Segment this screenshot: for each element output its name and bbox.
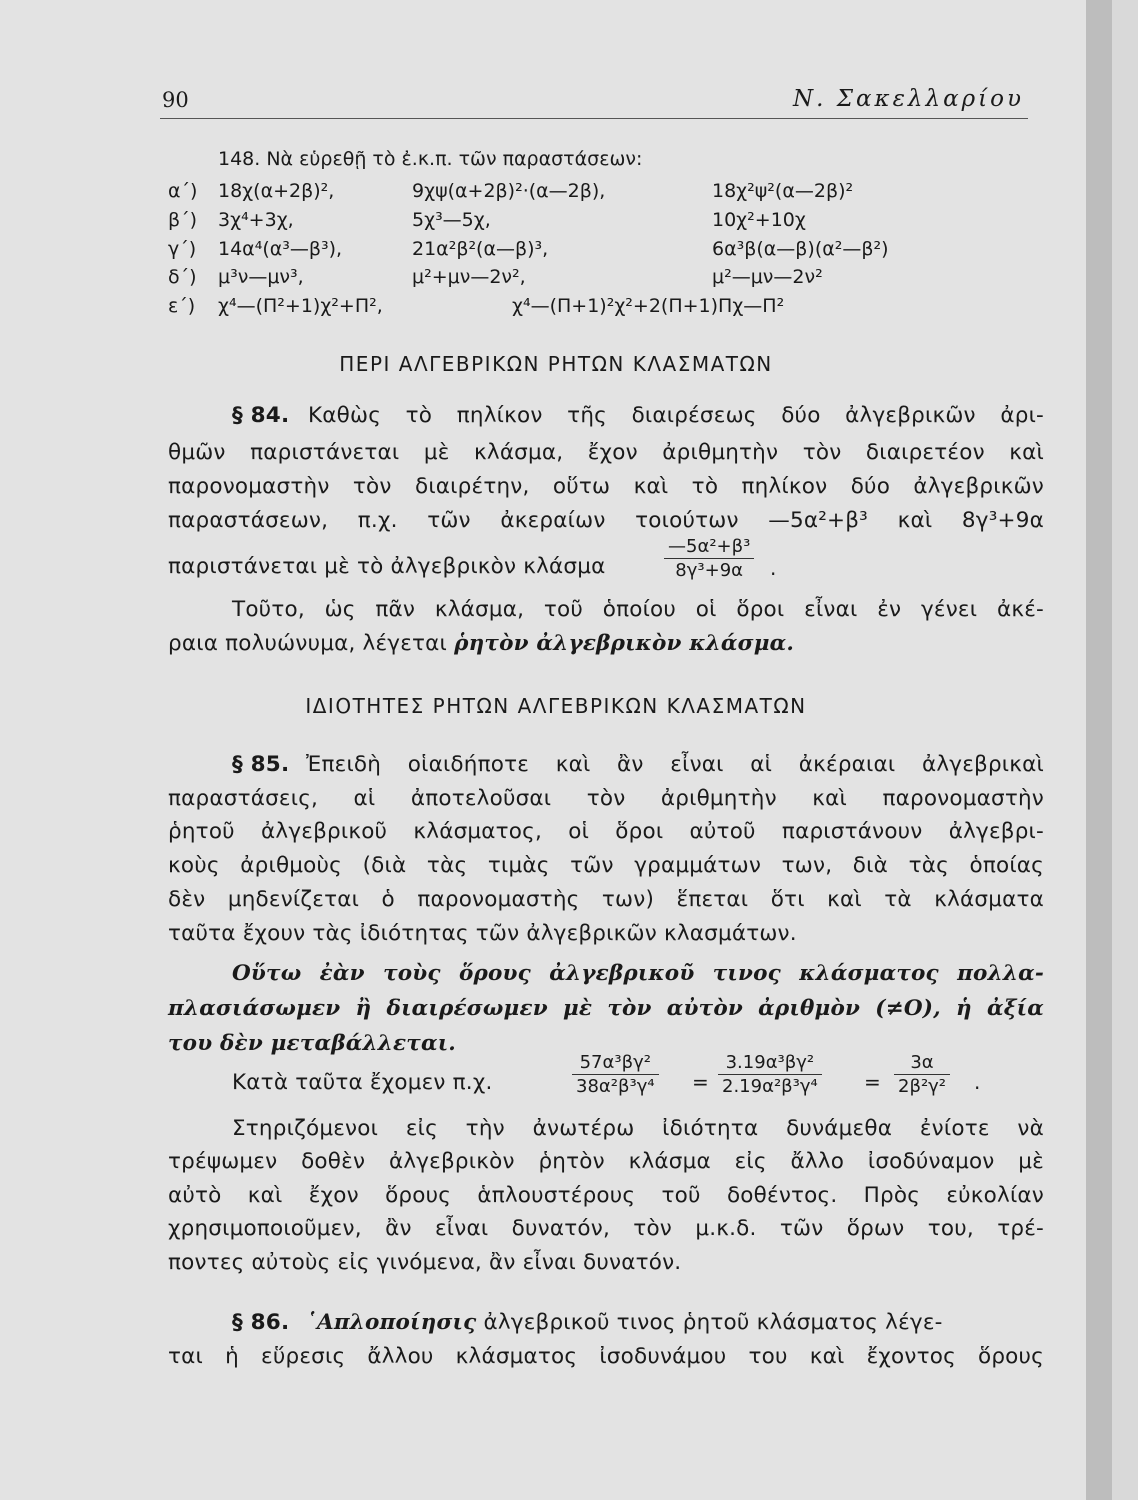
equals-sign-1: = bbox=[692, 1070, 709, 1094]
example-label: Κατὰ ταῦτα ἔχομεν π.χ. bbox=[232, 1070, 493, 1095]
exercise-label-e: ε΄) bbox=[168, 295, 196, 317]
example-fraction-3 bbox=[894, 1052, 950, 1097]
exercise-d-3: μ²—μν—2ν² bbox=[712, 266, 823, 288]
exercise-label-c: γ΄) bbox=[168, 238, 197, 260]
paragraph-number-84-text: § 84. bbox=[232, 403, 290, 428]
p85-line-4: κοὺς ἀριθμοὺς (διὰ τὰς τιμὰς τῶν γραμμάτων των, διὰ τὰς ὁποίας bbox=[168, 853, 1044, 878]
p86-line-2: ται ἡ εὕρεσις ἄλλου κλάσματος ἰσοδυνάμου του καὶ ἔχοντος ὅρους bbox=[168, 1344, 1044, 1369]
exercise-label-d: δ΄) bbox=[168, 266, 197, 288]
fraction-example-84 bbox=[664, 536, 754, 581]
running-header bbox=[160, 86, 1028, 119]
exercise-a-2: 9χψ(α+2β)²·(α—2β), bbox=[412, 180, 606, 202]
exercise-b-1: 3χ⁴+3χ, bbox=[218, 209, 294, 231]
p85b-line-3: αὐτὸ καὶ ἔχον ὅρους ἁπλουστέρους τοῦ δοθέντος. Πρὸς εὐκολίαν bbox=[168, 1183, 1044, 1208]
exercise-label-a: α΄) bbox=[168, 180, 198, 202]
example-fraction-1 bbox=[572, 1052, 659, 1097]
running-author: Ν. Σακελλαρίου bbox=[792, 86, 1024, 112]
p85b-line-2: τρέψωμεν δοθὲν ἀλγεβρικὸν ῥητὸν κλάσμα εἰς ἄλλο ἰσοδύναμον μὲ bbox=[168, 1149, 1044, 1174]
p84-line-6: Τοῦτο, ὡς πᾶν κλάσμα, τοῦ ὁποίου οἱ ὅροι εἶναι ἐν γένει ἀκέ- bbox=[232, 597, 1044, 622]
term-rational-fraction: ῥητὸν ἀλγεβρικὸν κλάσμα. bbox=[454, 631, 795, 656]
exercise-b-2: 5χ³—5χ, bbox=[412, 209, 491, 231]
p85-line-1: Ἐπειδὴ οἱαιδήποτε καὶ ἂν εἶναι αἱ ἀκέραιαι ἀλγεβρικαὶ bbox=[306, 752, 1044, 777]
example-fraction-3-num: 3α bbox=[894, 1052, 950, 1075]
exercise-e-1: χ⁴—(Π²+1)χ²+Π², bbox=[218, 295, 383, 317]
exercise-c-1: 14α⁴(α³—β³), bbox=[218, 238, 343, 260]
paragraph-number-85-text: § 85. bbox=[232, 752, 290, 777]
p85-line-3: ῥητοῦ ἀλγεβρικοῦ κλάσματος, οἱ ὅροι αὐτοῦ παριστάνουν ἀλγεβρι- bbox=[168, 819, 1044, 844]
p84-line-3: παρονομαστὴν τὸν διαιρέτην, οὕτω καὶ τὸ πηλίκον δύο ἀλγεβρικῶν bbox=[168, 474, 1044, 499]
exercise-b-3: 10χ²+10χ bbox=[712, 209, 806, 231]
exercise-e-2: χ⁴—(Π+1)²χ²+2(Π+1)Πχ—Π² bbox=[512, 295, 785, 317]
p84-line-1: Καθὼς τὸ πηλίκον τῆς διαιρέσεως δύο ἀλγεβρικῶν ἀρι- bbox=[308, 403, 1044, 428]
paragraph-number-86-text: § 86. bbox=[232, 1310, 290, 1335]
rule-line-3: του δὲν μεταβάλλεται. bbox=[168, 1031, 456, 1056]
exercise-d-1: μ³ν—μν³, bbox=[218, 266, 304, 288]
p85-line-5: δὲν μηδενίζεται ὁ παρονομαστὴς των) ἕπεται ὅτι καὶ τὰ κλάσματα bbox=[168, 887, 1044, 912]
example-fraction-2 bbox=[718, 1052, 822, 1097]
p85-line-2: παραστάσεις, αἱ ἀποτελοῦσαι τὸν ἀριθμητὴν καὶ παρονομαστὴν bbox=[168, 786, 1044, 811]
p85b-line-1: Στηριζόμενοι εἰς τὴν ἀνωτέρω ἰδιότητα δυνάμεθα ἐνίοτε νὰ bbox=[232, 1116, 1044, 1141]
exercise-d-2: μ²+μν—2ν², bbox=[412, 266, 526, 288]
rule-line-2: πλασιάσωμεν ἢ διαιρέσωμεν μὲ τὸν αὐτὸν ἀριθμὸν (≠O), ἡ ἀξία bbox=[168, 996, 1044, 1021]
example-fraction-2-num: 3.19α³βγ² bbox=[718, 1052, 822, 1075]
exercise-label-b: β΄) bbox=[168, 209, 198, 231]
p85-line-6: ταῦτα ἔχουν τὰς ἰδιότητας τῶν ἀλγεβρικῶν κλασμάτων. bbox=[168, 921, 797, 946]
p84-line-7 bbox=[168, 631, 1044, 656]
exercise-a-1: 18χ(α+2β)², bbox=[218, 180, 335, 202]
p84-line-5: παριστάνεται μὲ τὸ ἀλγεβρικὸν κλάσμα bbox=[168, 554, 606, 579]
p86-line-1 bbox=[306, 1310, 1044, 1335]
p85b-line-5: ποντες αὐτοὺς εἰς γινόμενα, ἂν εἶναι δυνατόν. bbox=[168, 1250, 682, 1275]
p84-line-4: παραστάσεων, π.χ. τῶν ἀκεραίων τοιούτων —5α²+β³ καὶ 8γ³+9α bbox=[168, 508, 1044, 533]
exercise-c-2: 21α²β²(α—β)³, bbox=[412, 238, 549, 260]
section-title-rational-fractions: ΠΕΡΙ ΑΛΓΕΒΡΙΚΩΝ ΡΗΤΩΝ ΚΛΑΣΜΑΤΩΝ bbox=[339, 352, 773, 376]
example-fraction-1-num: 57α³βγ² bbox=[572, 1052, 659, 1075]
section-title-properties: ΙΔΙΟΤΗΤΕΣ ΡΗΤΩΝ ΑΛΓΕΒΡΙΚΩΝ ΚΛΑΣΜΑΤΩΝ bbox=[305, 694, 807, 718]
fraction-numerator: —5α²+β³ bbox=[664, 536, 754, 559]
fraction-denominator: 8γ³+9α bbox=[675, 560, 744, 581]
p84-line-2: θμῶν παριστάνεται μὲ κλάσμα, ἔχον ἀριθμητὴν τὸν διαιρετέον καὶ bbox=[168, 440, 1044, 465]
fraction-period: . bbox=[770, 556, 777, 580]
rule-line-1: Οὕτω ἐὰν τοὺς ὅρους ἀλγεβρικοῦ τινος κλάσματος πολλα- bbox=[232, 961, 1044, 986]
p84-line-7-text: ραια πολυώνυμα, λέγεται bbox=[168, 631, 448, 656]
exercise-a-3: 18χ²ψ²(α—2β)² bbox=[712, 180, 854, 202]
term-simplification: ῾Απλοποίησις bbox=[306, 1310, 477, 1335]
exercise-intro: 148. Νὰ εὑρεθῇ τὸ ἐ.κ.π. τῶν παραστάσεων: bbox=[218, 148, 643, 170]
exercise-c-3: 6α³β(α—β)(α²—β²) bbox=[712, 238, 889, 260]
page-edge bbox=[1086, 0, 1112, 1500]
p85b-line-4: χρησιμοποιοῦμεν, ἂν εἶναι δυνατόν, τὸν μ.κ.δ. τῶν ὅρων του, τρέ- bbox=[168, 1216, 1044, 1241]
p86-line-1-text: ἀλγεβρικοῦ τινος ῥητοῦ κλάσματος λέγε- bbox=[483, 1310, 943, 1335]
equals-sign-2: = bbox=[864, 1070, 881, 1094]
example-period: . bbox=[974, 1070, 981, 1094]
example-fraction-3-den: 2β²γ² bbox=[898, 1076, 947, 1097]
example-fraction-2-den: 2.19α²β³γ⁴ bbox=[722, 1076, 818, 1097]
example-fraction-1-den: 38α²β³γ⁴ bbox=[576, 1076, 655, 1097]
page-number: 90 bbox=[162, 88, 189, 112]
